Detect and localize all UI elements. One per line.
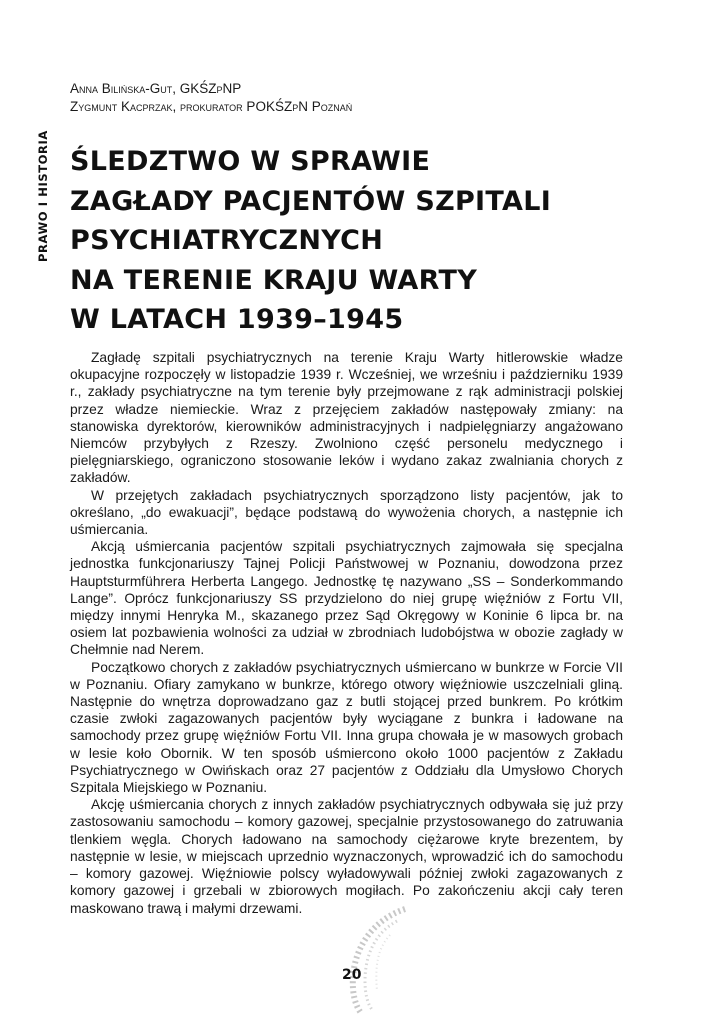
page-number: 20 xyxy=(342,967,362,983)
paragraph-4: Początkowo chorych z zakładów psychiatrycznych uśmiercano w bunkrze w Forcie VII w Poznaniu. Ofiary zamykano w bunkrze, którego otwory więźniowie uszczelniali gliną. Następnie do wnętrza doprowadzano gaz z butli stojącej przed bunkrem. Po krótkim czasie zwłoki zagazowanych pacjentów były wyciągane z bunkra i ładowane na samochody przez grupę więźniów Fortu VII. Inna grupa chowała je w masowych grobach w lesie koło Obornik. W ten sposób uśmiercono około 1000 pacjentów z Zakładu Psychiatrycznego w Owińskach oraz 27 pacjentów z Oddziału dla Umysłowo Chorych Szpitala Miejskiego w Poznaniu. xyxy=(70,659,623,796)
author-line-1: Anna Bilińska-Gut, GKŚZpNP xyxy=(70,81,242,96)
decorative-arc-ornament xyxy=(335,905,415,1015)
title-line-3: PSYCHIATRYCZNYCH xyxy=(70,225,384,256)
paragraph-1: Zagładę szpitali psychiatrycznych na terenie Kraju Warty hitlerowskie władze okupacyjne rozpoczęły w listopadzie 1939 r. Wcześniej, we wrześniu i październiku 1939 r., zakłady psychiatryczne na tym terenie były przejmowane z rąk administracji polskiej przez władze niemieckie. Wraz z przejęciem zakładów następowały zmiany: na stanowiska dyrektorów, kierowników administracyjnych i nadpielęgniarzy angażowano Niemców przybyłych z Rzeszy. Zwolniono część personelu medycznego i pielęgniarskiego, ograniczono stosowanie leków i wydano zakaz zwalniania chorych z zakładów. xyxy=(70,350,623,486)
authors-block xyxy=(70,80,352,116)
paragraph-5: Akcję uśmiercania chorych z innych zakładów psychiatrycznych odbywała się już przy zastosowaniu samochodu – komory gazowej, specjalnie przystosowanego do zatruwania tlenkiem węgla. Chorych ładowano na samochody ciężarowe kryte brezentem, by następnie w lesie, w miejscach uprzednio wyznaczonych, wprowadzić ich do samochodu – komory gazowej. Więźniowie polscy wyładowywali później zwłoki zagazowanych z komory gazowej i grzebali w zbiorowych mogiłach. Po zakończeniu akcji cały teren maskowano trawą i małymi drzewami. xyxy=(70,797,623,916)
article-body xyxy=(70,349,623,917)
paragraph-3: Akcją uśmiercania pacjentów szpitali psychiatrycznych zajmowała się specjalna jednostka funkcjonariuszy Tajnej Policji Państwowej w Poznaniu, dowodzona przez Hauptsturmführera Herberta Langego. Jednostkę tę nazywano „SS – Sonderkommando Lange”. Oprócz funkcjonariuszy SS przydzielono do niej grupę więźniów z Fortu VII, między innymi Henryka M., skazanego przez Sąd Okręgowy w Koninie 6 lipca br. na osiem lat pozbawienia wolności za udział w zbrodniach ludobójstwa w obozie zagłady w Chełmnie nad Nerem. xyxy=(70,539,623,658)
author-line-2: Zygmunt Kacprzak, prokurator POKŚZpN Poznań xyxy=(70,99,353,114)
title-line-2: ZAGŁADY PACJENTÓW SZPITALI xyxy=(70,185,552,217)
article-title xyxy=(70,142,551,340)
title-line-5: W LATACH 1939–1945 xyxy=(70,304,404,335)
section-label: PRAWO I HISTORIA xyxy=(36,130,50,262)
paragraph-2: W przejętych zakładach psychiatrycznych sporządzono listy pacjentów, jak to określano, „do ewakuacji”, będące podstawą do wywożenia chorych, a następnie ich uśmiercania. xyxy=(70,487,623,538)
title-line-4: NA TERENIE KRAJU WARTY xyxy=(70,264,478,296)
title-line-1: ŚLEDZTWO W SPRAWIE xyxy=(70,146,431,177)
